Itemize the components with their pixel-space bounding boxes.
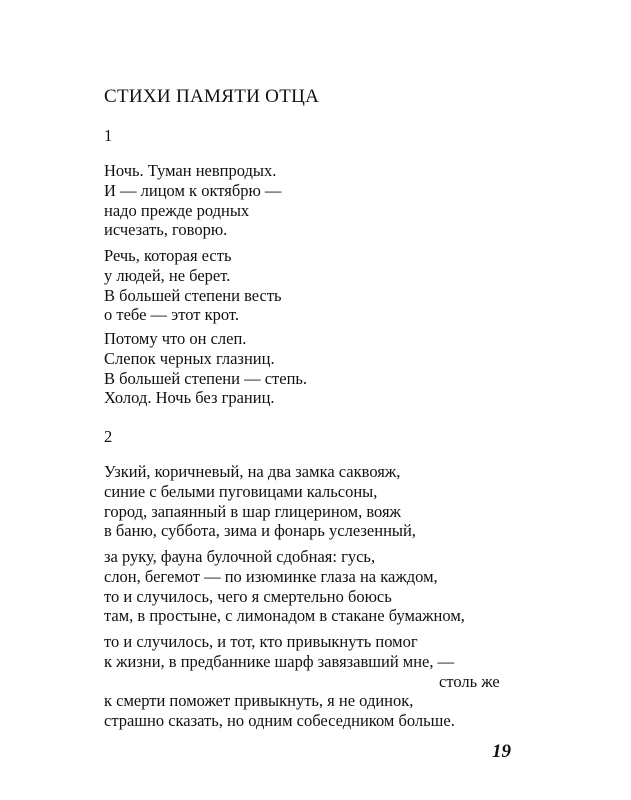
verse-line: к жизни, в предбаннике шарф завязавший мне, — <box>104 651 455 671</box>
verse-line: за руку, фауна булочной сдобная: гусь, <box>104 547 376 566</box>
page-number: 19 <box>492 741 511 762</box>
verse-line: И — лицом к октябрю — <box>104 180 282 200</box>
verse-line: исчезать, говорю. <box>104 220 228 240</box>
verse-line: В большей степени — степь. <box>104 368 308 388</box>
stanza <box>104 632 500 731</box>
verse-line: Потому что он слеп. <box>104 329 247 348</box>
verse-line: слон, бегемот — по изюминке глаза на каждом, <box>104 566 438 586</box>
verse-line: то и случилось, чего я смертельно боюсь <box>104 586 392 606</box>
verse-line: Узкий, коричневый, на два замка саквояж, <box>104 462 401 481</box>
verse-line: Слепок черных глазниц. <box>104 348 275 368</box>
verse-line-continuation: столь же <box>439 671 500 691</box>
verse-line: у людей, не берет. <box>104 265 231 285</box>
stanza <box>104 547 465 626</box>
poem-title: СТИХИ ПАМЯТИ ОТЦА <box>104 86 320 107</box>
verse-line: там, в простыне, с лимонадом в стакане бумажном, <box>104 606 465 626</box>
stanza <box>104 246 282 325</box>
verse-line: Холод. Ночь без границ. <box>104 388 275 408</box>
verse-line: Ночь. Туман невпродых. <box>104 161 277 180</box>
verse-line: надо прежде родных <box>104 200 250 220</box>
section-number: 2 <box>104 427 113 446</box>
verse-line: Речь, которая есть <box>104 246 232 265</box>
verse-line: В большей степени весть <box>104 285 282 305</box>
verse-line: город, запаянный в шар глицерином, вояж <box>104 501 401 521</box>
verse-line: о тебе — этот крот. <box>104 305 239 325</box>
stanza <box>104 462 416 541</box>
verse-line: синие с белыми пуговицами кальсоны, <box>104 481 378 501</box>
verse-line: то и случилось, и тот, кто привыкнуть помог <box>104 632 418 651</box>
verse-line: страшно сказать, но одним собеседником больше. <box>104 711 455 731</box>
section-number: 1 <box>104 126 113 145</box>
verse-line: к смерти поможет привыкнуть, я не одинок, <box>104 691 414 711</box>
verse-line: в баню, суббота, зима и фонарь услезенный, <box>104 521 416 541</box>
stanza <box>104 329 307 408</box>
stanza <box>104 161 281 240</box>
